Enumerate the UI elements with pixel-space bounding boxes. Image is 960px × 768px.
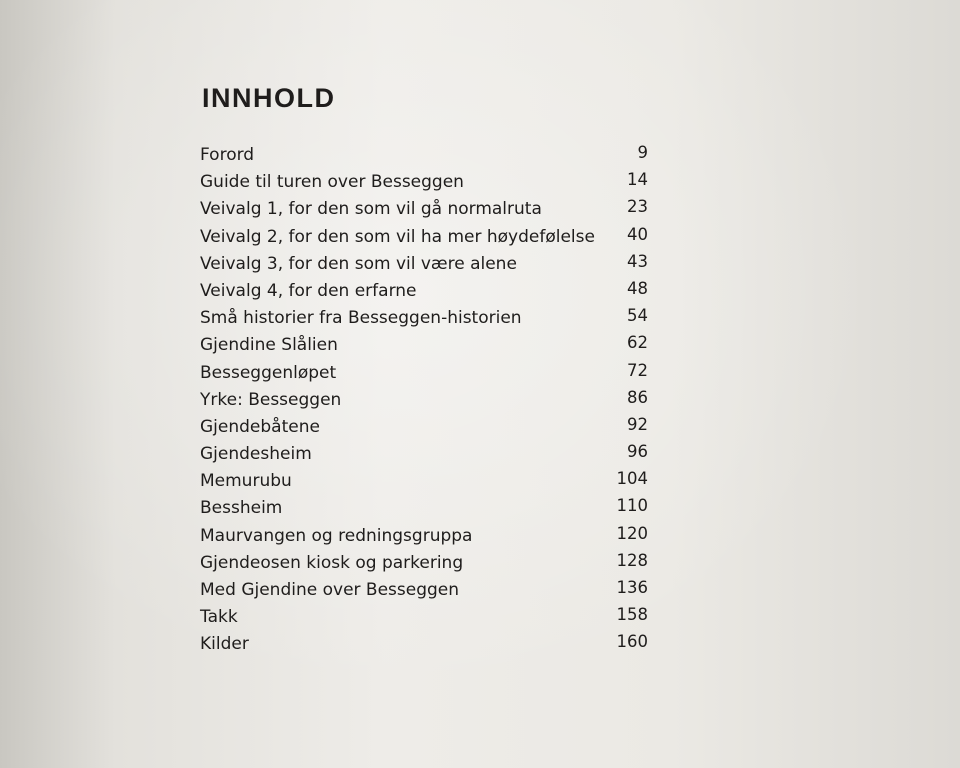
toc-row bbox=[200, 577, 660, 604]
toc-entry-title: Gjendeosen kiosk og parkering bbox=[200, 552, 464, 573]
toc-entry-title: Veivalg 2, for den som vil ha mer høydefølelse bbox=[200, 226, 595, 247]
toc-page-number: 23 bbox=[627, 197, 648, 217]
toc-page-number: 160 bbox=[616, 632, 648, 652]
toc-page-number: 9 bbox=[637, 143, 648, 162]
toc-row bbox=[200, 251, 660, 278]
toc-entry-title: Yrke: Besseggen bbox=[200, 389, 342, 410]
toc-entry-title: Besseggenløpet bbox=[200, 362, 337, 383]
toc-row bbox=[200, 604, 660, 631]
toc-page-number: 158 bbox=[616, 605, 648, 625]
toc-entry-title: Bessheim bbox=[200, 498, 283, 519]
toc-page-number: 14 bbox=[627, 170, 648, 190]
toc-entry-title: Veivalg 1, for den som vil gå normalruta bbox=[200, 199, 542, 220]
toc-entry-title: Maurvangen og redningsgruppa bbox=[200, 525, 473, 546]
toc-page-number: 72 bbox=[627, 360, 648, 380]
toc-row bbox=[200, 387, 660, 414]
toc-page-number: 54 bbox=[627, 306, 648, 326]
toc-page-number: 92 bbox=[627, 414, 648, 434]
toc-page-number: 110 bbox=[616, 496, 648, 516]
toc-page-number: 128 bbox=[616, 550, 648, 570]
toc-entry-title: Små historier fra Besseggen-historien bbox=[200, 308, 522, 329]
toc-page-number: 43 bbox=[627, 251, 648, 271]
toc-page-number: 120 bbox=[616, 523, 648, 543]
toc-row bbox=[200, 550, 660, 577]
toc-page-number: 86 bbox=[627, 387, 648, 407]
toc-row bbox=[200, 169, 660, 196]
toc-entry-title: Forord bbox=[200, 145, 255, 165]
toc-page-number: 104 bbox=[616, 469, 648, 489]
toc-row bbox=[200, 360, 660, 387]
toc-row bbox=[200, 495, 660, 522]
toc-page-number: 96 bbox=[627, 442, 648, 462]
toc-page-number: 40 bbox=[627, 224, 648, 244]
toc-row bbox=[200, 414, 660, 441]
toc-entry-title: Veivalg 3, for den som vil være alene bbox=[200, 253, 517, 274]
toc-page-number: 136 bbox=[616, 578, 648, 597]
toc-entry-title: Gjendine Slålien bbox=[200, 335, 338, 356]
toc-entry-title: Guide til turen over Besseggen bbox=[200, 172, 464, 193]
toc-row bbox=[200, 196, 660, 223]
toc-row bbox=[200, 441, 660, 468]
toc-entry-title: Kilder bbox=[200, 634, 249, 655]
toc-row bbox=[200, 305, 660, 332]
toc-entry-title: Gjendebåtene bbox=[200, 416, 320, 437]
toc-entry-title: Med Gjendine over Besseggen bbox=[200, 580, 460, 600]
toc-list bbox=[200, 142, 660, 659]
page-title: INNHOLD bbox=[202, 83, 336, 113]
toc-row bbox=[200, 631, 660, 658]
toc-row bbox=[200, 224, 660, 251]
toc-page-number: 62 bbox=[627, 333, 648, 353]
toc-entry-title: Veivalg 4, for den erfarne bbox=[200, 280, 417, 301]
toc-row bbox=[200, 468, 660, 495]
toc-row bbox=[200, 523, 660, 550]
table-of-contents bbox=[200, 82, 660, 659]
toc-row bbox=[200, 278, 660, 305]
toc-row bbox=[200, 332, 660, 359]
toc-page-number: 48 bbox=[627, 278, 648, 298]
toc-entry-title: Takk bbox=[200, 607, 238, 628]
toc-entry-title: Memurubu bbox=[200, 471, 292, 492]
toc-row bbox=[200, 142, 660, 169]
toc-entry-title: Gjendesheim bbox=[200, 444, 312, 465]
